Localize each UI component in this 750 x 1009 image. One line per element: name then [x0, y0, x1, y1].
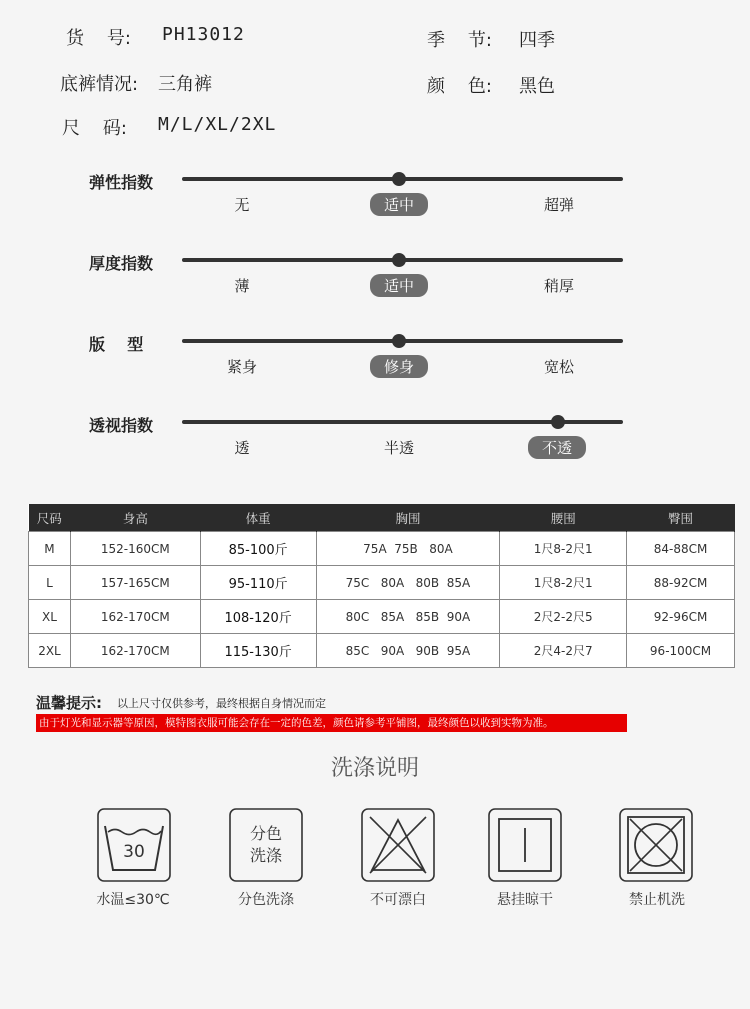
table-row [29, 532, 735, 566]
color-difference-notice: 由于灯光和显示器等原因，模特图衣服可能会存在一定的色差，颜色请参考平铺图，最终颜色以收到实物为准。 [36, 714, 627, 732]
header-hip: 臀围 [627, 504, 735, 532]
fit-knob [392, 334, 406, 348]
cell-waist: 2尺2-2尺5 [500, 600, 627, 634]
transparency-label: 透视指数 [89, 416, 154, 435]
thickness-options [0, 275, 750, 299]
thickness-option-thick: 稍厚 [543, 277, 575, 295]
item-no-label: 货 号: [66, 28, 131, 49]
header-bust: 胸围 [316, 504, 500, 532]
cell-weight: 95-110斤 [200, 566, 316, 600]
cell-weight: 108-120斤 [200, 600, 316, 634]
separate-wash-icon-text-1: 分色 [249, 824, 283, 843]
color-value: 黑色 [519, 76, 555, 97]
hang-dry-icon [488, 808, 562, 882]
fit-track [182, 339, 623, 343]
cell-size: 2XL [29, 634, 71, 668]
fit-option-tight: 紧身 [226, 358, 258, 376]
cell-height: 152-160CM [70, 532, 200, 566]
caption-no-machine-wash: 禁止机洗 [629, 892, 685, 908]
thickness-track [182, 258, 623, 262]
size-value: M/L/XL/2XL [158, 114, 277, 135]
cell-bust: 85C 90A 90B 95A [316, 634, 500, 668]
fit-label: 版 型 [89, 335, 144, 354]
cell-weight: 115-130斤 [200, 634, 316, 668]
elasticity-option-medium: 适中 [370, 193, 428, 216]
caption-wash-temp: 水温≤30℃ [96, 892, 170, 908]
wash-30-icon-text: 30 [123, 842, 145, 862]
item-no-value: PH13012 [162, 24, 245, 45]
transparency-track [182, 420, 623, 424]
crotch-label: 底裤情况: [60, 74, 139, 95]
thickness-label: 厚度指数 [89, 254, 154, 273]
thickness-option-medium: 适中 [370, 274, 428, 297]
cell-waist: 1尺8-2尺1 [500, 566, 627, 600]
cell-height: 162-170CM [70, 634, 200, 668]
cell-hip: 96-100CM [627, 634, 735, 668]
header-waist: 腰围 [500, 504, 627, 532]
color-label: 颜 色: [427, 76, 492, 97]
cell-weight: 85-100斤 [200, 532, 316, 566]
fit-option-loose: 宽松 [543, 358, 575, 376]
cell-hip: 88-92CM [627, 566, 735, 600]
cell-size: M [29, 532, 71, 566]
table-row [29, 566, 735, 600]
tip-text: 以上尺寸仅供参考，最终根据自身情况而定 [117, 697, 326, 710]
season-label: 季 节: [427, 30, 492, 51]
caption-hang-dry: 悬挂晾干 [497, 892, 553, 908]
elasticity-label: 弹性指数 [89, 173, 154, 192]
transparency-option-sheer: 透 [234, 439, 250, 457]
separate-wash-icon-text-2: 洗涤 [249, 846, 283, 865]
cell-hip: 92-96CM [627, 600, 735, 634]
fit-options [0, 356, 750, 380]
cell-waist: 1尺8-2尺1 [500, 532, 627, 566]
header-size: 尺码 [29, 504, 71, 532]
cell-size: XL [29, 600, 71, 634]
size-label: 尺 码: [62, 118, 127, 139]
thickness-option-thin: 薄 [234, 277, 250, 295]
no-machine-wash-icon [619, 808, 693, 882]
caption-separate-wash: 分色洗涤 [238, 892, 294, 908]
cell-bust: 80C 85A 85B 90A [316, 600, 500, 634]
cell-waist: 2尺4-2尺7 [500, 634, 627, 668]
elasticity-option-none: 无 [234, 196, 250, 214]
wash-30-icon [97, 808, 171, 882]
transparency-knob [551, 415, 565, 429]
table-row [29, 600, 735, 634]
caption-no-bleach: 不可漂白 [370, 892, 426, 908]
transparency-option-semi: 半透 [383, 439, 415, 457]
no-bleach-icon [361, 808, 435, 882]
tip-title: 温馨提示: [36, 694, 102, 712]
size-table [28, 504, 735, 668]
cell-size: L [29, 566, 71, 600]
size-table-header [29, 504, 735, 532]
fit-option-slim: 修身 [370, 355, 428, 378]
elasticity-track [182, 177, 623, 181]
header-height: 身高 [70, 504, 200, 532]
cell-hip: 84-88CM [627, 532, 735, 566]
thickness-knob [392, 253, 406, 267]
cell-height: 162-170CM [70, 600, 200, 634]
elasticity-knob [392, 172, 406, 186]
crotch-value: 三角裤 [158, 74, 212, 95]
transparency-option-opaque: 不透 [528, 436, 586, 459]
cell-bust: 75C 80A 80B 85A [316, 566, 500, 600]
transparency-options [0, 437, 750, 461]
separate-wash-icon [229, 808, 303, 882]
elasticity-options [0, 194, 750, 218]
table-row [29, 634, 735, 668]
header-weight: 体重 [200, 504, 316, 532]
cell-height: 157-165CM [70, 566, 200, 600]
elasticity-option-super: 超弹 [543, 196, 575, 214]
season-value: 四季 [519, 30, 555, 51]
washing-title: 洗涤说明 [330, 756, 419, 781]
cell-bust: 75A 75B 80A [316, 532, 500, 566]
